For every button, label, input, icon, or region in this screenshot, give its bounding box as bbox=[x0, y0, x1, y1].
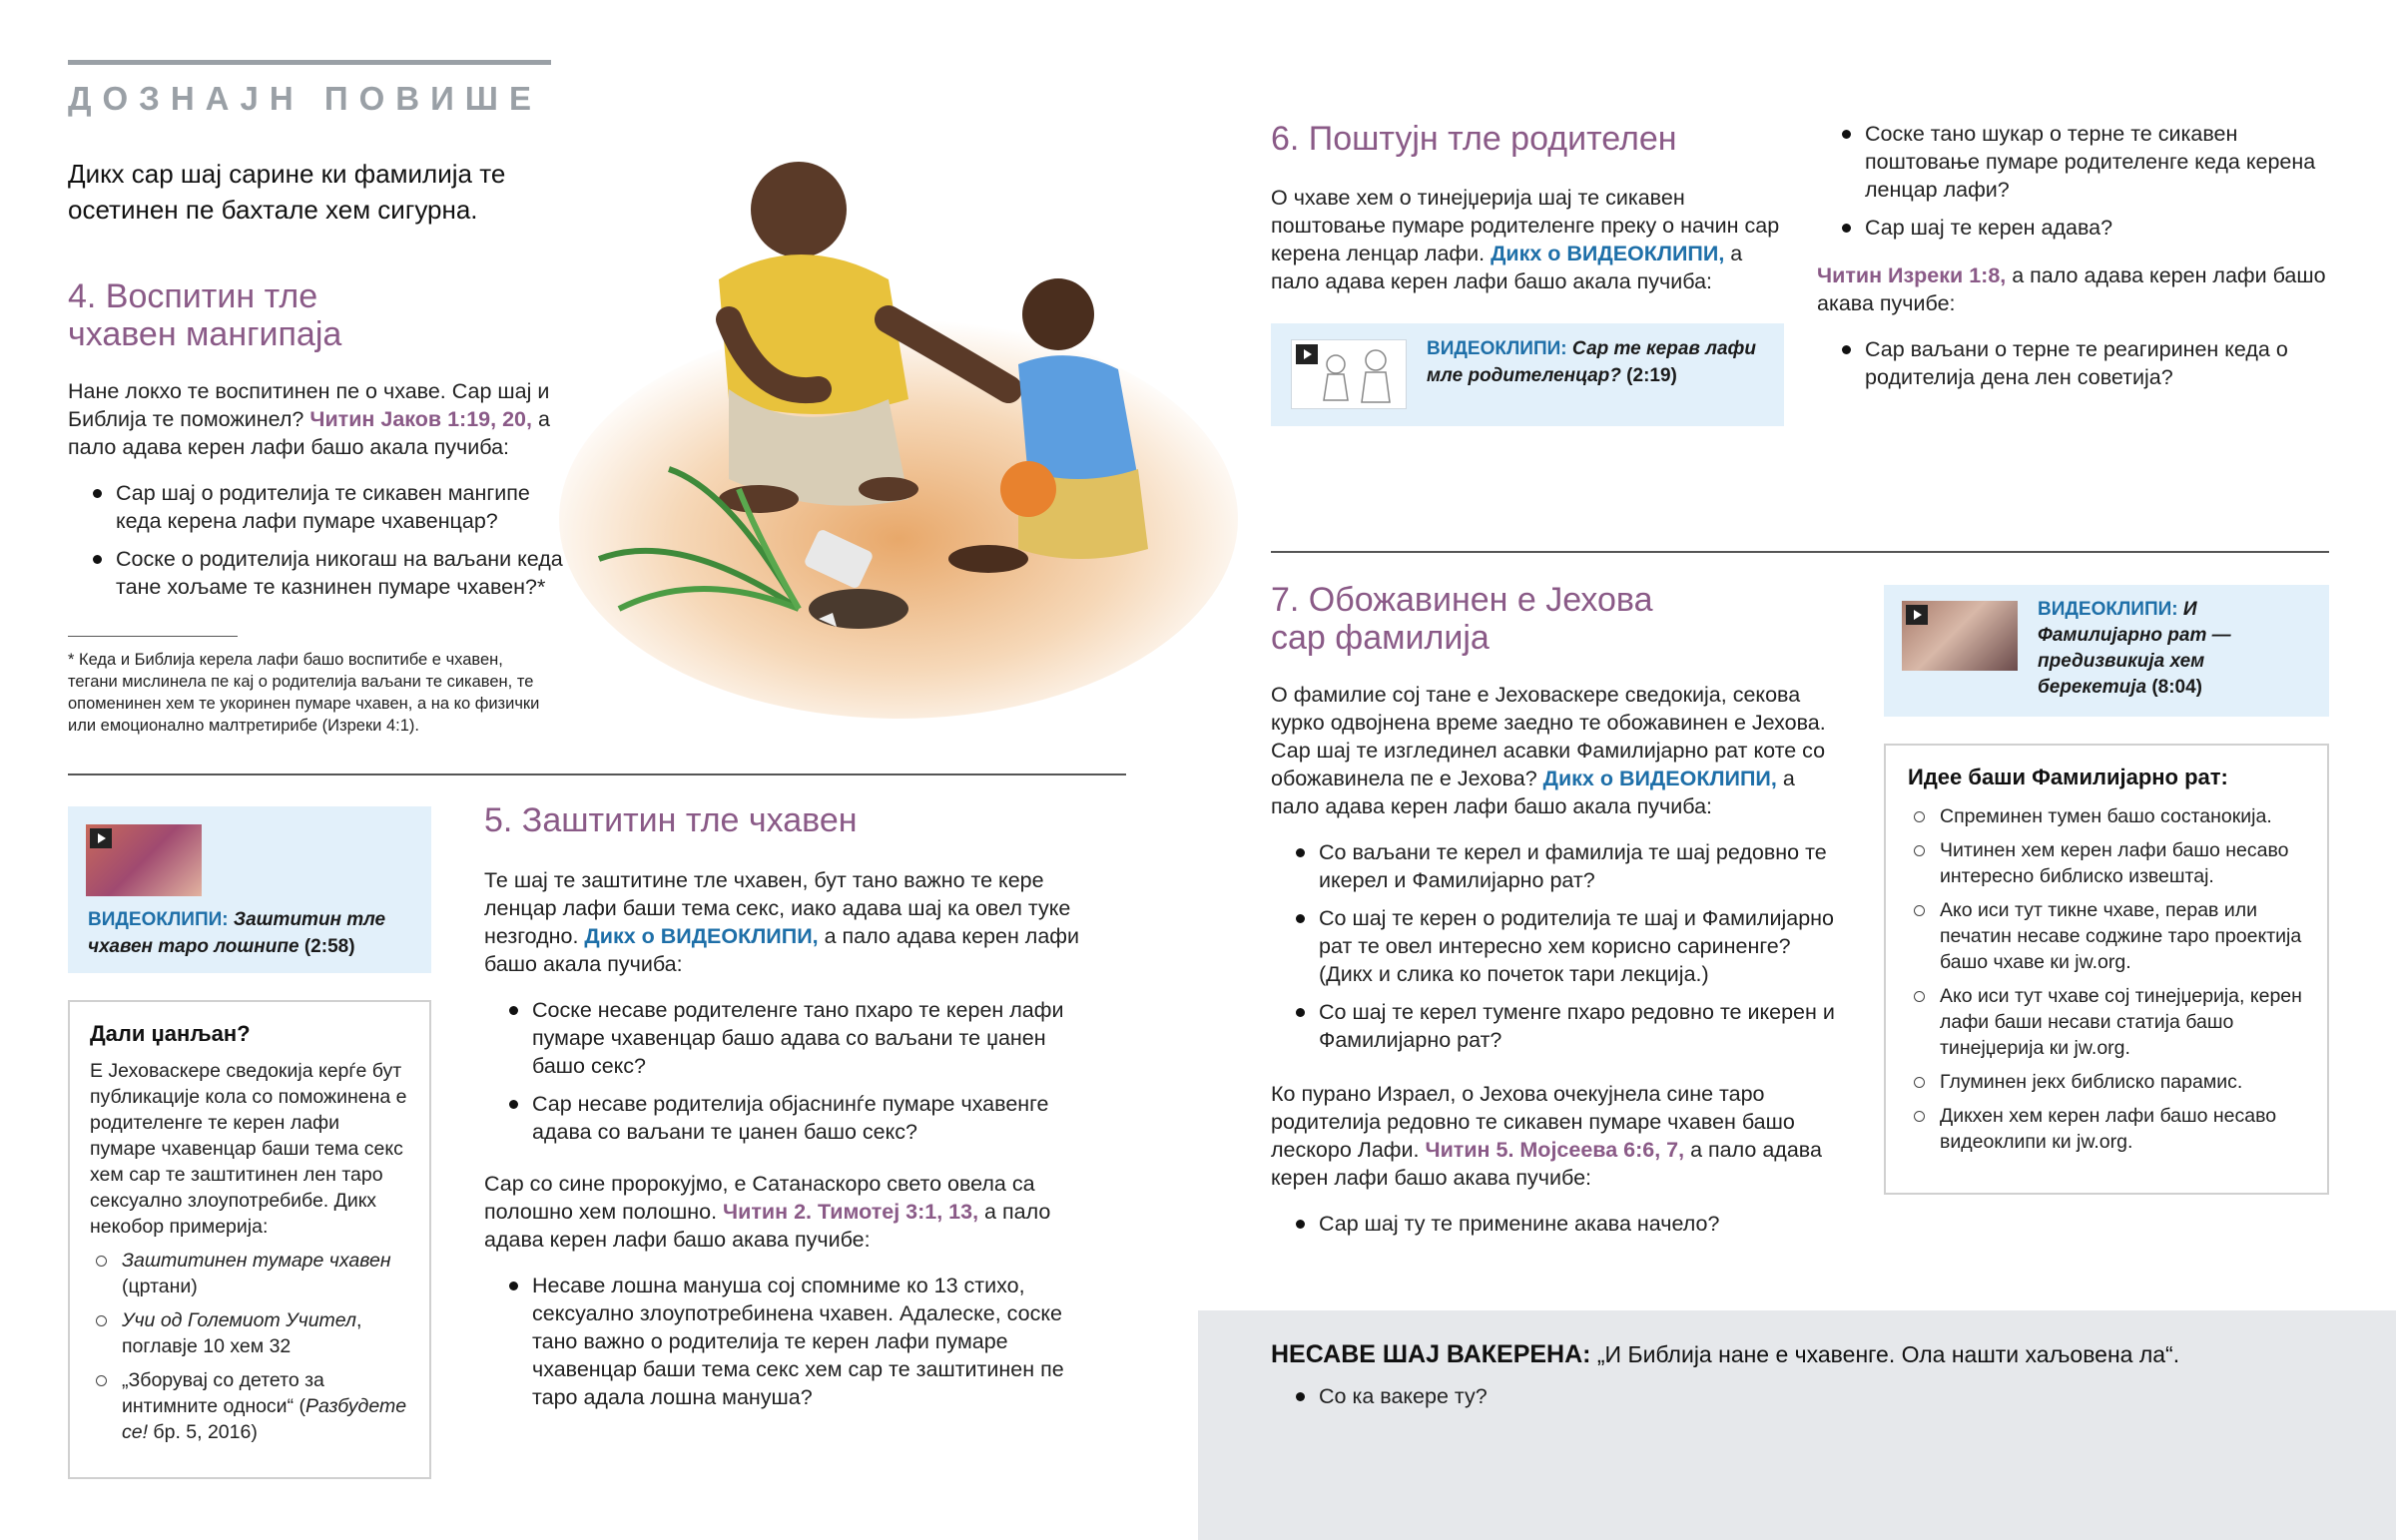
video-caption: ВИДЕОКЛИПИ: Заштитин тле чхавен таро лошнипе (2:58) bbox=[88, 909, 386, 957]
video-link[interactable]: Дикх о ВИДЕОКЛИПИ, bbox=[1491, 242, 1725, 265]
section-5-paragraph-2: Сар со сине пророкујмо, е Сатанаскоро свето овела са полошно хем полошно. Читин 2. Тимотеј 3:1, 13, а пало адава керен лафи башо акава пучибе: bbox=[484, 1172, 1051, 1252]
footnote-rule bbox=[68, 636, 238, 637]
section-6-title: 6. Поштујн тле родителен bbox=[1271, 120, 1677, 158]
bullet-item: Соске о родителија никогаш на ваљани кеда тане хољаме те казнинен пумаре чхавен?* bbox=[68, 545, 577, 601]
info-box-text: Е Јеховаскере сведокија керѓе бут публикације кола со поможинена е родителенге те керен лафи пумаре чхавенцар баши тема секс хем сар те заштитинен лен таро сексуално злоупотребибе. Дикх некобор примерија: bbox=[90, 1060, 407, 1238]
section-6-body bbox=[1271, 184, 1790, 295]
footnote: * Кеда и Библија керела лафи башо воспитибе е чхавен, тегани мислинела пе кај о родителија ваљани те сикавен, те опоменинен хем те укоринен пумаре чхавен, а на ко физички или емоционално малтретирибе (Изреки 4:1). bbox=[68, 651, 540, 735]
idea-item: Читинен хем керен лафи башо несаво интересно библиско извештај. bbox=[1908, 837, 2305, 889]
idea-item: Дикхен хем керен лафи башо несаво видеоклипи ки jw.org. bbox=[1908, 1103, 2305, 1155]
video-link[interactable]: Дикх о ВИДЕОКЛИПИ, bbox=[584, 924, 819, 948]
ideas-box bbox=[1884, 744, 2329, 1195]
idea-item: Спреминен тумен башо состанокија. bbox=[1908, 803, 2305, 829]
intro-text: Дикх сар шај сарине ки фамилија те осетинен пе бахтале хем сигурна. bbox=[68, 159, 506, 225]
video-caption: ВИДЕОКЛИПИ: И Фамилијарно рат — предизвикија хем берекетија (8:04) bbox=[2038, 599, 2231, 698]
ideas-box-heading: Идее баши Фамилијарно рат: bbox=[1908, 765, 2228, 789]
video-box[interactable] bbox=[1884, 585, 2329, 717]
section-4-paragraph: Нане локхо те воспитинен пе о чхаве. Сар шај и Библија те поможинел? Читин Јаков 1:19, 20, а пало адава керен лафи башо акала пучиба: bbox=[68, 379, 550, 459]
publication-item[interactable]: Заштитинен тумаре чхавен (цртани) bbox=[90, 1248, 409, 1299]
video-box[interactable] bbox=[68, 806, 431, 973]
section-5-paragraph: Те шај те заштитине тле чхавен, бут тано важно те кере ленцар лафи баши тема секс, иако адава шај ка овел туке незгодно. Дикх о ВИДЕОКЛИПИ, а пало адава керен лафи башо акала пучиба: bbox=[484, 868, 1079, 976]
play-icon[interactable] bbox=[1906, 605, 1928, 625]
header-rule bbox=[68, 60, 551, 65]
video-caption: ВИДЕОКЛИПИ: Сар те керав лафи мле родителенцар? (2:19) bbox=[1427, 338, 1756, 386]
idea-item: Ако иси тут чхаве сој тинејџерија, керен лафи баши несави статија башо тинејџерија ки jw.org. bbox=[1908, 983, 2305, 1061]
section-7-paragraph-2: Ко пурано Израел, о Јехова очекујнела сине таро родителија редовно те сикавен пумаре чхавен башо лескоро Лафи. Читин 5. Мојсеева 6:6, 7, а пало адава керен лафи башо акава пучибе: bbox=[1271, 1082, 1822, 1190]
family-illustration bbox=[559, 140, 1238, 719]
bullet-item: Со ваљани те керел и фамилија те шај редовно те икерел и Фамилијарно рат? bbox=[1271, 838, 1845, 894]
section-5-body bbox=[484, 866, 1103, 1421]
video-box[interactable] bbox=[1271, 323, 1784, 426]
video-thumbnail[interactable] bbox=[86, 824, 202, 896]
bullet-item: Соске несаве родителенге тано пхаро те керен лафи пумаре чхавенцар башо адава со ваљани те џанен башо секс? bbox=[484, 996, 1103, 1080]
section-divider bbox=[1271, 551, 2329, 553]
section-4-body bbox=[68, 377, 577, 611]
scripture-ref[interactable]: Читин Изреки 1:8, bbox=[1817, 263, 2007, 287]
bullet-item: Сар шај те керен адава? bbox=[1817, 214, 2336, 242]
video-thumbnail[interactable] bbox=[1902, 601, 2018, 671]
section-4-title: 4. Воспитин тле чхавен мангипаја bbox=[68, 277, 342, 353]
info-box bbox=[68, 1000, 431, 1479]
bullet-item: Сар шај ту те применине акава начело? bbox=[1271, 1210, 1845, 1238]
play-icon[interactable] bbox=[90, 828, 112, 848]
section-divider bbox=[68, 773, 1126, 775]
scripture-ref[interactable]: Читин Јаков 1:19, 20, bbox=[309, 407, 532, 431]
section-7-body bbox=[1271, 681, 1845, 1248]
page-title: ДОЗНАЈН ПОВИШЕ bbox=[68, 80, 542, 117]
bullet-item: Со шај те керен о родителија те шај и Фамилијарно рат те овел интересно хем корисно сариненге? (Дикх и слика ко почеток тари лекција.) bbox=[1271, 904, 1845, 988]
section-6-paragraph: О чхаве хем о тинејџерија шај те сикавен поштовање пумаре родителенге преку о начин сар керена ленцар лафи. Дикх о ВИДЕОКЛИПИ, а пало адава керен лафи башо акала пучиба: bbox=[1271, 186, 1780, 293]
section-7-paragraph: О фамилие сој тане е Јеховаскере сведокија, секова курко одвојнена време заедно те обожавинен е Јехова. Сар шај те изглединел асавки Фамилијарно рат коте со обожавинела пе е Јехова? Дикх о ВИДЕОКЛИПИ, а пало адава керен лафи башо акала пучиба: bbox=[1271, 683, 1826, 818]
bullet-item: Соске тано шукар о терне те сикавен поштовање пумаре родителенге кеда керена ленцар лафи? bbox=[1817, 120, 2336, 204]
bullet-item: Сар несаве родителија објаснинѓе пумаре чхавенге адава со ваљани те џанен башо секс? bbox=[484, 1090, 1103, 1146]
section-6-paragraph-2: Читин Изреки 1:8, а пало адава керен лафи башо акава пучибе: bbox=[1817, 263, 2326, 315]
section-6-column-2 bbox=[1817, 120, 2336, 401]
publication-item[interactable]: „Зборувај со детето за интимните односи“ (Разбудете се! бр. 5, 2016) bbox=[90, 1367, 409, 1445]
info-box-heading: Дали џанљан? bbox=[90, 1021, 251, 1046]
bullet-item: Сар шај о родителија те сикавен мангипе кеда керена лафи пумаре чхавенцар? bbox=[68, 479, 577, 535]
idea-item: Ако иси тут тикне чхаве, перав или печатин несаве соджине таро проектија башо чхаве ки jw.org. bbox=[1908, 897, 2305, 975]
bullet-item: Сар ваљани о терне те реагиринен кеда о родителија дена лен советија? bbox=[1817, 335, 2336, 391]
video-link[interactable]: Дикх о ВИДЕОКЛИПИ, bbox=[1542, 767, 1777, 790]
scripture-ref[interactable]: Читин 2. Тимотеј 3:1, 13, bbox=[723, 1200, 979, 1224]
section-7-title: 7. Обожавинен е Јехова сар фамилија bbox=[1271, 581, 1653, 657]
idea-item: Глуминен јекх библиско парамис. bbox=[1908, 1069, 2305, 1095]
bullet-item: Со ка вакере ту? bbox=[1271, 1382, 2070, 1410]
objection-panel bbox=[1198, 1310, 2396, 1540]
video-thumbnail[interactable] bbox=[1291, 339, 1407, 409]
bullet-item: Несаве лошна мануша сој спомниме ко 13 стихо, сексуално злоупотребинена чхавен. Адалеске, соске тано важно о родителија те керен лафи пумаре чхавенцар баши тема секс хем сар те заштитинен пе таро адала лошна мануша? bbox=[484, 1272, 1103, 1411]
section-5-title: 5. Заштитин тле чхавен bbox=[484, 801, 858, 839]
scripture-ref[interactable]: Читин 5. Мојсеева 6:6, 7, bbox=[1425, 1138, 1685, 1162]
bullet-item: Со шај те керел туменге пхаро редовно те икерен и Фамилијарно рат? bbox=[1271, 998, 1845, 1054]
objection-text: НЕСАВЕ ШАЈ ВАКЕРЕНА: „И Библија нане е чхавенге. Ола нашти хаљовена ла“. bbox=[1271, 1340, 2180, 1368]
publication-item[interactable]: Учи од Големиот Учител, поглавје 10 хем 32 bbox=[90, 1307, 409, 1359]
